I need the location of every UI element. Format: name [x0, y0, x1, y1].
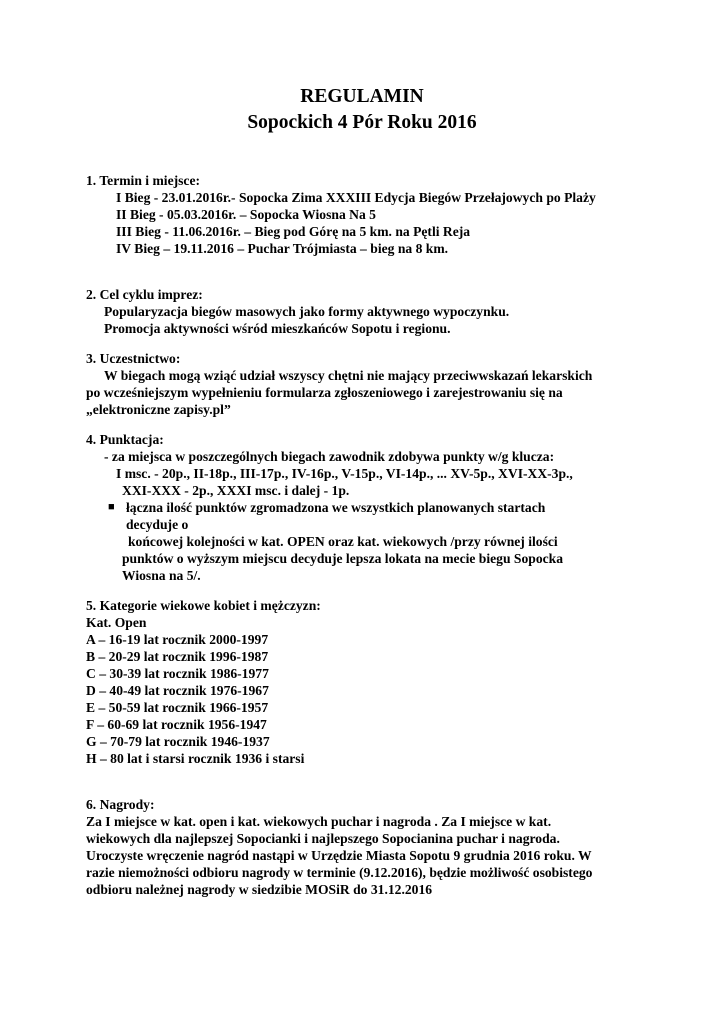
participation-line: W biegach mogą wziąć udział wszyscy chętni nie mający przeciwwskazań lekarskich — [104, 368, 593, 383]
awards-line: Za I miejsce w kat. open i kat. wiekowych puchar i nagroda . Za I miejsce w kat. — [86, 814, 552, 829]
scoring-line: punktów o wyższym miejscu decyduje lepsza lokata na mecie biegu Sopocka — [122, 551, 564, 566]
category-open: Kat. Open — [86, 615, 147, 630]
awards-line: wiekowych dla najlepszej Sopocianki i najlepszego Sopocianina puchar i nagroda. — [86, 831, 560, 846]
scoring-line: Wiosna na 5/. — [122, 568, 201, 583]
section-3-heading: 3. Uczestnictwo: — [86, 351, 181, 366]
age-category: A – 16-19 lat rocznik 2000-1997 — [86, 632, 269, 647]
scoring-line: XXI-XXX - 2p., XXXI msc. i dalej - 1p. — [122, 483, 350, 498]
scoring-line: decyduje o — [126, 517, 189, 532]
race-1-line: I Bieg - 23.01.2016r.- Sopocka Zima XXXIII Edycja Biegów Przełajowych po Plaży — [116, 190, 596, 205]
scoring-line: łączna ilość punktów zgromadzona we wszystkich planowanych startach — [126, 500, 546, 515]
goal-line: Promocja aktywności wśród mieszkańców Sopotu i regionu. — [104, 321, 451, 336]
age-category: F – 60-69 lat rocznik 1956-1947 — [86, 717, 267, 732]
section-4-heading: 4. Punktacja: — [86, 432, 164, 447]
participation-line: po wcześniejszym wypełnieniu formularza zgłoszeniowego i zarejestrowaniu się na — [86, 385, 563, 400]
age-category: E – 50-59 lat rocznik 1966-1957 — [86, 700, 269, 715]
section-1-heading: 1. Termin i miejsce: — [86, 173, 201, 188]
section-5-heading: 5. Kategorie wiekowe kobiet i mężczyzn: — [86, 598, 321, 613]
awards-line: odbioru należnej nagrody w siedzibie MOSiR do 31.12.2016 — [86, 882, 433, 897]
document-subtitle: Sopockich 4 Pór Roku 2016 — [247, 112, 477, 133]
age-category: C – 30-39 lat rocznik 1986-1977 — [86, 666, 269, 681]
age-category: B – 20-29 lat rocznik 1996-1987 — [86, 649, 269, 664]
section-2-heading: 2. Cel cyklu imprez: — [86, 287, 203, 302]
race-3-line: III Bieg - 11.06.2016r. – Bieg pod Górę na 5 km. na Pętli Reja — [116, 224, 471, 239]
age-category: H – 80 lat i starsi rocznik 1936 i starsi — [86, 751, 305, 766]
awards-line: razie niemożności odbioru nagrody w terminie (9.12.2016), będzie możliwość osobistego — [86, 865, 593, 880]
square-bullet-icon: ■ — [108, 501, 115, 513]
race-2-line: II Bieg - 05.03.2016r. – Sopocka Wiosna Na 5 — [116, 207, 376, 222]
section-6-heading: 6. Nagrody: — [86, 797, 155, 812]
participation-line: „elektroniczne zapisy.pl” — [86, 402, 231, 417]
scoring-line: I msc. - 20p., II-18p., III-17p., IV-16p., V-15p., VI-14p., ... XV-5p., XVI-XX-3p., — [116, 466, 573, 481]
age-category: G – 70-79 lat rocznik 1946-1937 — [86, 734, 270, 749]
scoring-line: - za miejsca w poszczególnych biegach zawodnik zdobywa punkty w/g klucza: — [104, 449, 555, 464]
goal-line: Popularyzacja biegów masowych jako formy aktywnego wypoczynku. — [104, 304, 510, 319]
document-title: REGULAMIN — [300, 86, 424, 107]
scoring-line: końcowej kolejności w kat. OPEN oraz kat. wiekowych /przy równej ilości — [128, 534, 558, 549]
age-category: D – 40-49 lat rocznik 1976-1967 — [86, 683, 269, 698]
race-4-line: IV Bieg – 19.11.2016 – Puchar Trójmiasta – bieg na 8 km. — [116, 241, 449, 256]
awards-line: Uroczyste wręczenie nagród nastąpi w Urzędzie Miasta Sopotu 9 grudnia 2016 roku. W — [86, 848, 592, 863]
